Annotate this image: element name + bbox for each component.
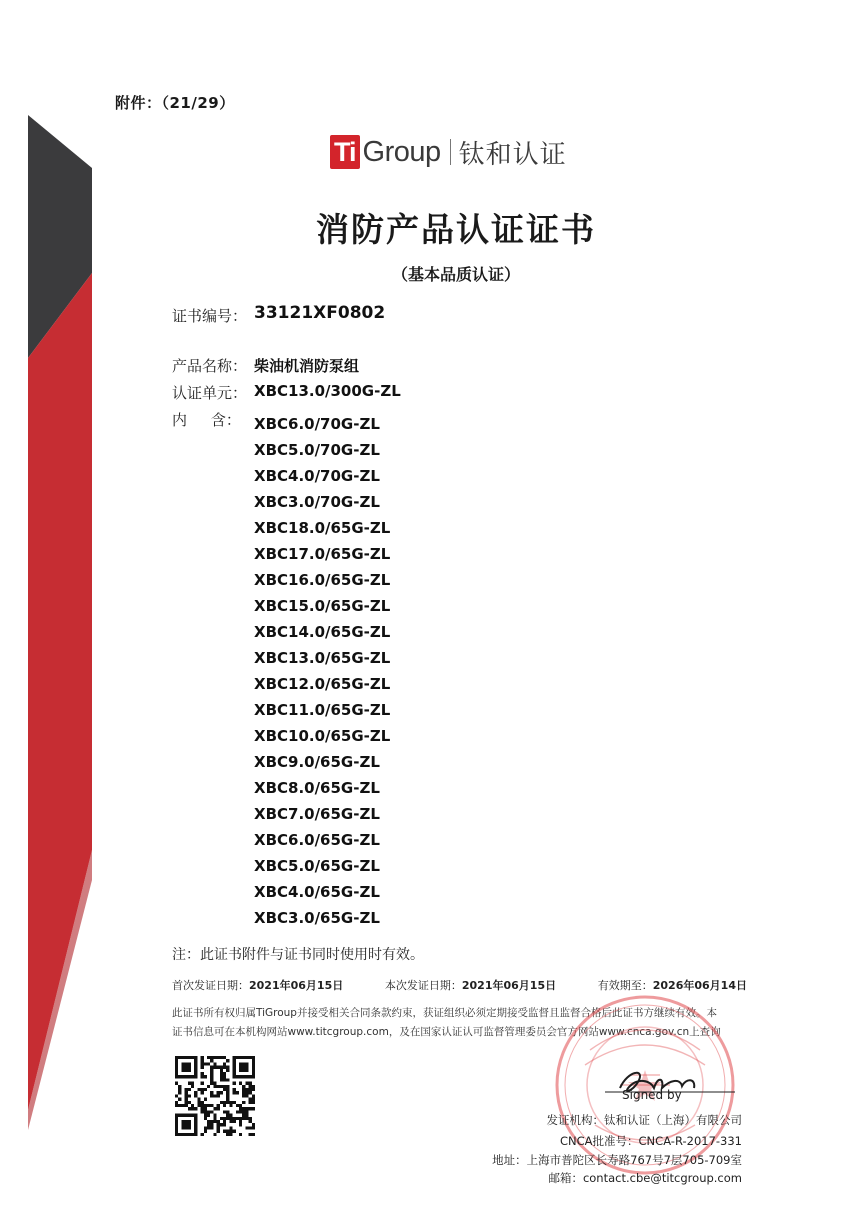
expiry-date: 有效期至：2026年06月14日 [597,979,747,992]
product-name-value: 柴油机消防泵组 [254,357,360,375]
brand-logo [330,132,567,172]
list-item: XBC14.0/65G-ZL [254,623,391,641]
annex-validity-note: 注：此证书附件与证书同时使用时有效。 [172,947,424,963]
cert-number-label: 证书编号： [172,307,248,325]
list-item: XBC17.0/65G-ZL [254,545,391,563]
legal-line-1: 此证书所有权归属TiGroup并接受相关合同条款约束，获证组织必须定期接受监督且监督合格后此证书方继续有效。本 [172,1007,717,1019]
certificate-title: 消防产品认证证书 [316,210,596,249]
list-item: XBC10.0/65G-ZL [254,727,391,745]
current-issue-date: 本次发证日期：2021年06月15日 [384,979,557,992]
list-item: XBC3.0/65G-ZL [254,909,380,927]
signed-by-label: Signed by [622,1088,682,1102]
list-item: XBC11.0/65G-ZL [254,701,391,719]
list-item: XBC5.0/65G-ZL [254,857,380,875]
list-item: XBC12.0/65G-ZL [254,675,391,693]
product-name-label: 产品名称： [172,357,248,375]
legal-line-2: 证书信息可在本机构网站www.titcgroup.com，及在国家认证认可监督管理委员会官方网站www.cnca.gov.cn上查询 [172,1026,721,1038]
included-models-list [254,411,390,931]
includes-label: 内 含： [172,411,241,429]
list-item: XBC5.0/70G-ZL [254,441,380,459]
list-item: XBC6.0/65G-ZL [254,831,380,849]
side-band-icon [0,0,130,1216]
cert-number-value: 33121XF0802 [254,303,386,323]
list-item: XBC7.0/65G-ZL [254,805,380,823]
list-item: XBC15.0/65G-ZL [254,597,391,615]
logo-chinese-name: 钛和认证 [458,139,567,170]
list-item: XBC9.0/65G-ZL [254,753,380,771]
issuer-email: 邮箱：contact.cbe@titcgroup.com [548,1171,742,1185]
list-item: XBC18.0/65G-ZL [254,519,391,537]
certificate-subtitle: （基本品质认证） [391,265,520,284]
list-item: XBC6.0/70G-ZL [254,415,380,433]
first-issue-date: 首次发证日期：2021年06月15日 [172,979,344,992]
list-item: XBC4.0/65G-ZL [254,883,380,901]
list-item: XBC3.0/70G-ZL [254,493,380,511]
logo-divider [450,139,451,165]
annex-page-number: 附件：（21/29） [115,94,235,112]
cert-unit-value: XBC13.0/300G-ZL [254,382,401,400]
qr-code-icon [175,1056,255,1136]
cnca-approval-number: CNCA批准号：CNCA-R-2017-331 [560,1134,742,1148]
list-item: XBC13.0/65G-ZL [254,649,391,667]
issuer-address: 地址：上海市普陀区长寿路767号7层705-709室 [492,1153,742,1167]
cert-unit-label: 认证单元： [172,384,248,402]
logo-group-text: Group [362,135,441,168]
list-item: XBC8.0/65G-ZL [254,779,380,797]
list-item: XBC16.0/65G-ZL [254,571,391,589]
logo-ti-mark: Ti [330,135,360,169]
list-item: XBC4.0/70G-ZL [254,467,380,485]
issuing-org: 发证机构：钛和认证（上海）有限公司 [546,1113,742,1127]
